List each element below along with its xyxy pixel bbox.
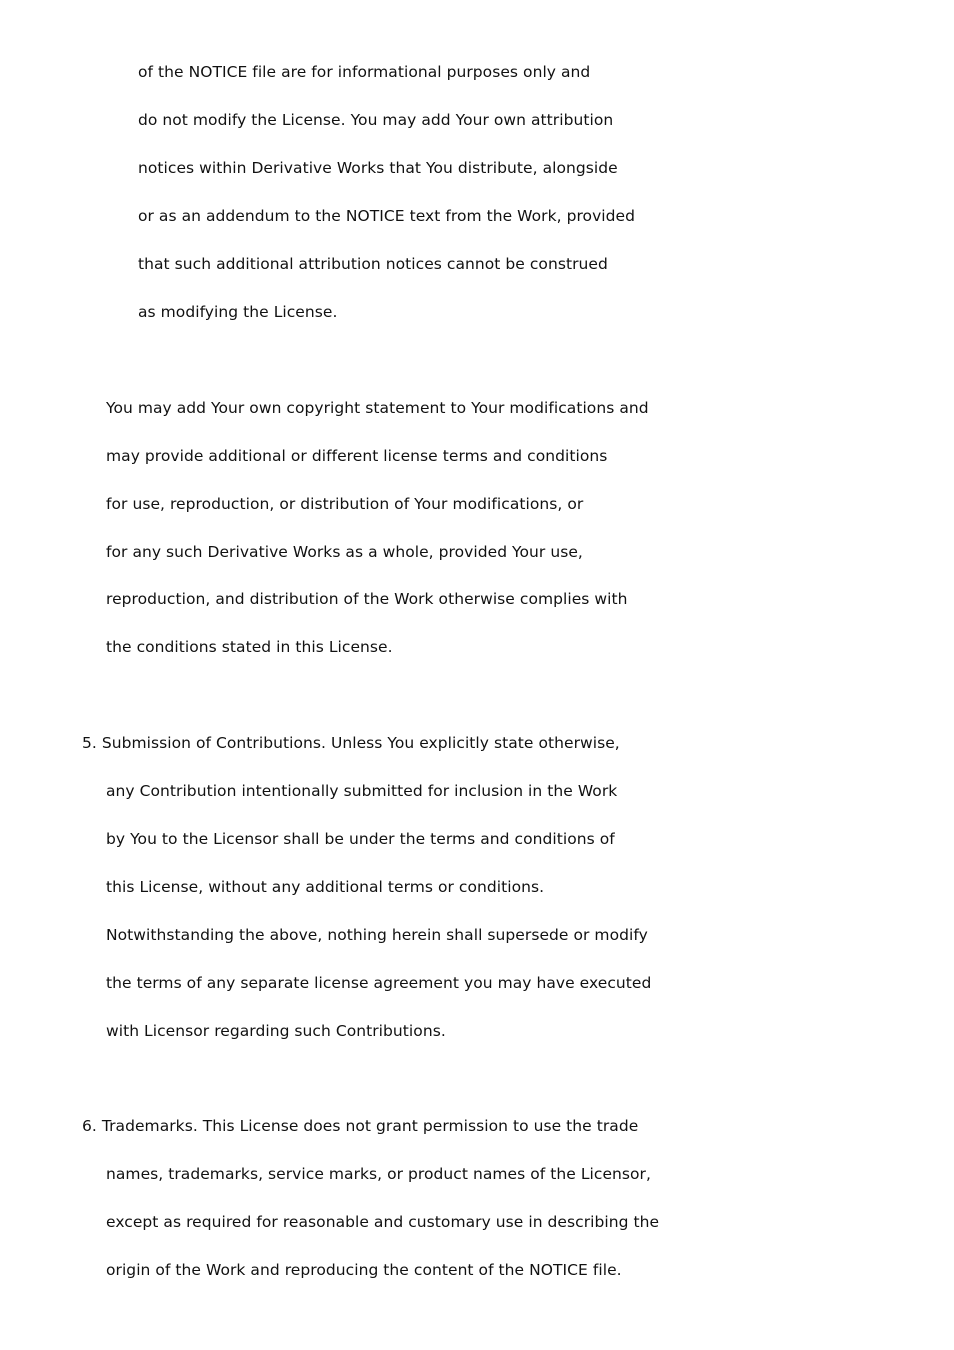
copyright-line: You may add Your own copyright statement to Your modifications and	[106, 399, 649, 417]
notice-tail-line: or as an addendum to the NOTICE text from the Work, provided	[138, 207, 636, 225]
section-5-line: this License, without any additional terms or conditions.	[106, 878, 545, 896]
section-5-line: Notwithstanding the above, nothing herein shall supersede or modify	[106, 926, 648, 944]
copyright-line: for any such Derivative Works as a whole, provided Your use,	[106, 543, 583, 561]
section-5-line: the terms of any separate license agreement you may have executed	[106, 974, 652, 992]
section-5-heading: 5. Submission of Contributions. Unless You explicitly state otherwise,	[82, 734, 620, 752]
copyright-line: for use, reproduction, or distribution of Your modifications, or	[106, 495, 584, 513]
copyright-line: the conditions stated in this License.	[106, 638, 393, 656]
copyright-line: reproduction, and distribution of the Work otherwise complies with	[106, 590, 628, 608]
notice-tail-line: notices within Derivative Works that You distribute, alongside	[138, 159, 618, 177]
section-6-line: names, trademarks, service marks, or product names of the Licensor,	[106, 1165, 651, 1183]
notice-tail-line: do not modify the License. You may add Your own attribution	[138, 111, 614, 129]
notice-tail-line: as modifying the License.	[138, 303, 338, 321]
section-6-heading: 6. Trademarks. This License does not grant permission to use the trade	[82, 1117, 639, 1135]
section-6-line: except as required for reasonable and customary use in describing the	[106, 1213, 660, 1231]
notice-tail-line: that such additional attribution notices cannot be construed	[138, 255, 608, 273]
copyright-line: may provide additional or different license terms and conditions	[106, 447, 608, 465]
section-5-line: by You to the Licensor shall be under the terms and conditions of	[106, 830, 615, 848]
section-6-line: origin of the Work and reproducing the content of the NOTICE file.	[106, 1261, 622, 1279]
section-5-line: any Contribution intentionally submitted for inclusion in the Work	[106, 782, 618, 800]
section-5-line: with Licensor regarding such Contributions.	[106, 1022, 446, 1040]
notice-tail-line: of the NOTICE file are for informational purposes only and	[138, 63, 591, 81]
